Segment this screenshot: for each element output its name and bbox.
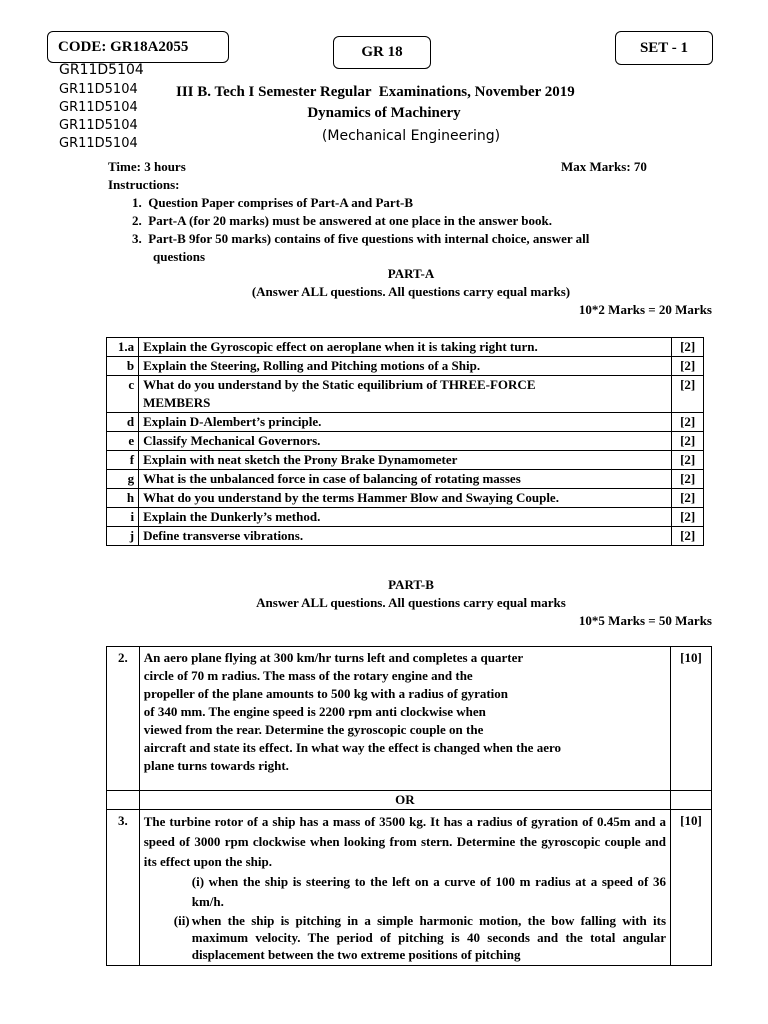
question-number: i — [107, 508, 139, 527]
question-marks: [2] — [672, 376, 704, 413]
question-marks: [2] — [672, 357, 704, 376]
sub-question-text: when the ship is pitching in a simple harmonic motion, the bow falling with its maximum velocity. The period of pitching is 40 seconds and the total angular displacement between the two extreme positions of pitching — [191, 913, 667, 962]
overlay-code: GR11D5104 — [59, 100, 138, 115]
question-marks: [2] — [672, 413, 704, 432]
question-number: d — [107, 413, 139, 432]
branch-title: (Mechanical Engineering) — [321, 128, 501, 144]
question-number: 3. — [107, 810, 140, 966]
question-text: Explain D-Alembert’s principle. — [139, 413, 672, 432]
table-row — [107, 489, 704, 508]
question-line: viewed from the rear. Determine the gyroscopic couple on the — [143, 722, 484, 737]
overlay-code: GR11D5104 — [59, 82, 138, 97]
overlay-code: GR11D5104 — [59, 62, 144, 78]
question-intro: The turbine rotor of a ship has a mass of 3500 kg. It has a radius of gyration of 0.45m and a speed of 3000 rpm clockwise when looking from stern. Determine the gyroscopic couple and its effect upon the ship. — [143, 814, 667, 869]
question-marks: [2] — [672, 508, 704, 527]
question-line: plane turns towards right. — [143, 758, 289, 773]
question-text: Explain the Gyroscopic effect on aeroplane when it is taking right turn. — [139, 338, 672, 357]
question-line: propeller of the plane amounts to 500 kg with a radius of gyration — [143, 686, 509, 701]
time-label: Time: 3 hours — [108, 159, 186, 174]
table-row — [107, 432, 704, 451]
question-text — [139, 647, 670, 791]
table-row — [107, 810, 712, 966]
question-number: f — [107, 451, 139, 470]
exam-title: III B. Tech I Semester Regular Examinations, November 2019 — [176, 84, 575, 100]
question-marks: [2] — [672, 338, 704, 357]
question-text — [139, 810, 670, 966]
table-row — [107, 527, 704, 546]
part-b-marks: 10*5 Marks = 50 Marks — [578, 613, 712, 628]
question-number: 2. — [107, 647, 140, 791]
question-marks: [2] — [672, 432, 704, 451]
question-marks: [2] — [672, 470, 704, 489]
instructions-label: Instructions: — [108, 177, 180, 192]
code-box — [47, 31, 229, 63]
question-number: j — [107, 527, 139, 546]
sub-question — [144, 912, 666, 963]
question-marks: [10] — [671, 810, 712, 966]
question-text: What is the unbalanced force in case of balancing of rotating masses — [139, 470, 672, 489]
set-label: SET - 1 — [639, 39, 689, 56]
instruction-item: 2. Part-A (for 20 marks) must be answered at one place in the answer book. — [132, 213, 552, 228]
question-line: aircraft and state its effect. In what way the effect is changed when the aero — [143, 740, 561, 755]
part-a-subtitle: (Answer ALL questions. All questions carry equal marks) — [251, 284, 571, 299]
sub-question: (i) when the ship is steering to the left on a curve of 100 m radius at a speed of 36 km/h. — [191, 874, 667, 909]
table-row — [107, 338, 704, 357]
part-a-marks: 10*2 Marks = 20 Marks — [578, 302, 712, 317]
question-text: Classify Mechanical Governors. — [139, 432, 672, 451]
question-line: An aero plane flying at 300 km/hr turns left and completes a quarter — [143, 650, 524, 665]
question-text: Define transverse vibrations. — [139, 527, 672, 546]
question-number: c — [107, 376, 139, 413]
question-marks: [2] — [672, 527, 704, 546]
instruction-item: 3. Part-B 9for 50 marks) contains of five questions with internal choice, answer all — [132, 231, 590, 246]
subject-title: Dynamics of Machinery — [307, 105, 461, 121]
part-b-title: PART-B — [388, 577, 434, 592]
question-text: What do you understand by the Static equilibrium of THREE-FORCE MEMBERS — [139, 376, 672, 413]
question-text: What do you understand by the terms Hammer Blow and Swaying Couple. — [139, 489, 672, 508]
max-marks-label: Max Marks: 70 — [561, 159, 647, 174]
instruction-item: questions — [153, 249, 206, 264]
question-number: h — [107, 489, 139, 508]
question-number: b — [107, 357, 139, 376]
table-row — [107, 451, 704, 470]
regulation-label: GR 18 — [361, 44, 403, 60]
part-b-table — [106, 646, 712, 966]
question-marks: [10] — [671, 647, 712, 791]
instruction-item: 1. Question Paper comprises of Part-A and Part-B — [132, 195, 414, 210]
question-marks: [2] — [672, 451, 704, 470]
table-row — [107, 470, 704, 489]
part-a-title: PART-A — [387, 266, 435, 281]
part-b-subtitle: Answer ALL questions. All questions carry equal marks — [256, 595, 566, 610]
sub-question-label: (ii) — [173, 913, 190, 928]
question-number: g — [107, 470, 139, 489]
part-a-table — [106, 337, 704, 546]
table-row — [107, 357, 704, 376]
question-line: of 340 mm. The engine speed is 2200 rpm anti clockwise when — [143, 704, 486, 719]
exam-code: CODE: GR18A2055 — [58, 38, 189, 55]
overlay-code: GR11D5104 — [59, 136, 138, 151]
overlay-code: GR11D5104 — [59, 118, 138, 133]
question-text: Explain the Steering, Rolling and Pitching motions of a Ship. — [139, 357, 672, 376]
table-row — [107, 376, 704, 413]
question-number: 1.a — [107, 338, 139, 357]
question-text: Explain with neat sketch the Prony Brake Dynamometer — [139, 451, 672, 470]
regulation-box — [333, 36, 431, 69]
or-label: OR — [139, 791, 670, 810]
or-row — [107, 791, 712, 810]
question-text: Explain the Dunkerly’s method. — [139, 508, 672, 527]
question-number: e — [107, 432, 139, 451]
table-row — [107, 508, 704, 527]
question-marks: [2] — [672, 489, 704, 508]
set-box — [615, 31, 713, 65]
table-row — [107, 647, 712, 791]
question-line: circle of 70 m radius. The mass of the rotary engine and the — [143, 668, 473, 683]
table-row — [107, 413, 704, 432]
